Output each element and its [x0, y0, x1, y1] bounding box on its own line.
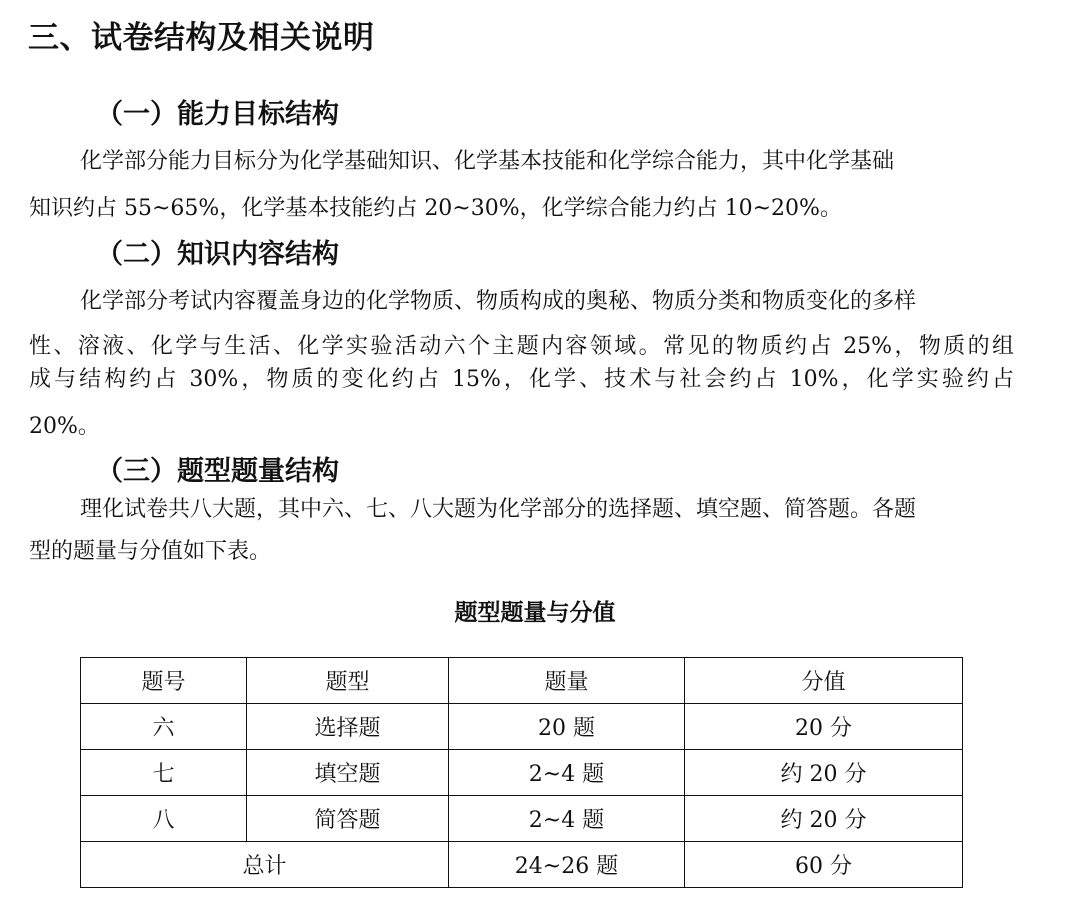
paragraph-knowledge-line-4: 20%。: [29, 414, 100, 439]
table-total-row: [81, 842, 963, 888]
table-body: [81, 704, 963, 888]
table-row: [81, 796, 963, 842]
cell-question-count: 20 题: [449, 704, 685, 750]
header-score: 分值: [685, 658, 963, 704]
paragraph-ability-line-2: 知识约占 55~65%，化学基本技能约占 20~30%，化学综合能力约占 10~20%。: [29, 196, 842, 221]
total-label: 总计: [81, 842, 449, 888]
cell-question-count: 2~4 题: [449, 796, 685, 842]
paragraph-knowledge-line-2: 性、溶液、化学与生活、化学实验活动六个主题内容领域。常见的物质约占 25%，物质的组: [29, 334, 1014, 359]
total-question-count: 24~26 题: [449, 842, 685, 888]
paragraph-ability-line-1: 化学部分能力目标分为化学基础知识、化学基本技能和化学综合能力，其中化学基础: [80, 149, 895, 174]
cell-score: 约 20 分: [685, 750, 963, 796]
cell-question-number: 六: [81, 704, 247, 750]
header-question-number: 题号: [81, 658, 247, 704]
table-row: [81, 750, 963, 796]
cell-question-type: 填空题: [247, 750, 449, 796]
cell-question-number: 八: [81, 796, 247, 842]
cell-score: 20 分: [685, 704, 963, 750]
cell-question-count: 2~4 题: [449, 750, 685, 796]
cell-question-type: 选择题: [247, 704, 449, 750]
paragraph-question-types-line-2: 型的题量与分值如下表。: [29, 539, 272, 564]
section-heading-question-types: （三）题型题量结构: [96, 456, 339, 487]
cell-question-type: 简答题: [247, 796, 449, 842]
table-row: [81, 704, 963, 750]
section-heading-ability: （一）能力目标结构: [96, 99, 339, 130]
paragraph-knowledge-line-3: 成与结构约占 30%，物质的变化约占 15%，化学、技术与社会约占 10%，化学实验约占: [29, 367, 1014, 392]
total-score: 60 分: [685, 842, 963, 888]
table-header: [81, 658, 963, 704]
header-question-type: 题型: [247, 658, 449, 704]
cell-score: 约 20 分: [685, 796, 963, 842]
header-question-count: 题量: [449, 658, 685, 704]
paragraph-knowledge-line-1: 化学部分考试内容覆盖身边的化学物质、物质构成的奥秘、物质分类和物质变化的多样: [80, 289, 917, 314]
table-header-row: [81, 658, 963, 704]
page-title: 三、试卷结构及相关说明: [28, 20, 375, 56]
score-table: [80, 657, 963, 888]
section-heading-knowledge: （二）知识内容结构: [96, 239, 339, 270]
paragraph-question-types-line-1: 理化试卷共八大题，其中六、七、八大题为化学部分的选择题、填空题、简答题。各题: [80, 497, 917, 522]
table-caption: 题型题量与分值: [454, 600, 616, 626]
cell-question-number: 七: [81, 750, 247, 796]
